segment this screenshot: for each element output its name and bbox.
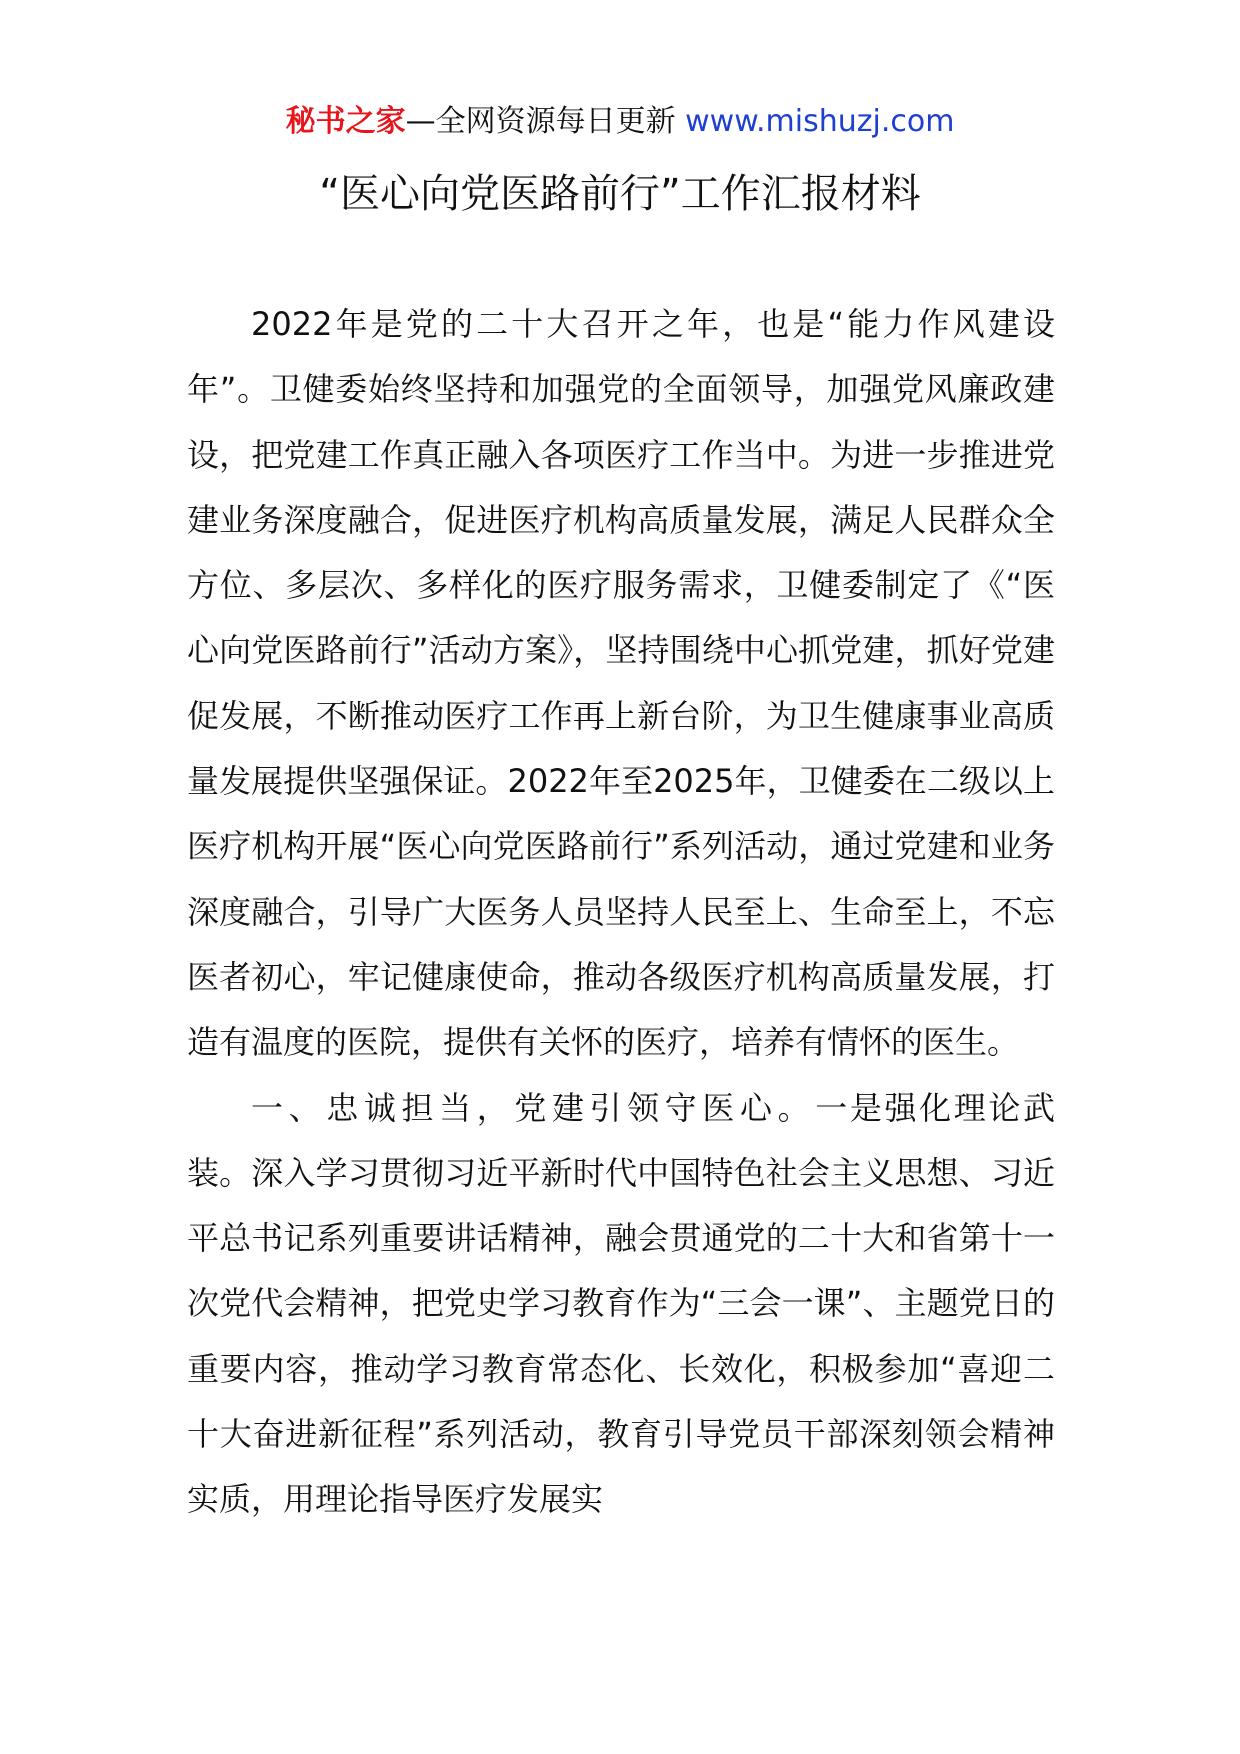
site-header — [0, 100, 1240, 144]
intro-paragraph: 2022年是党的二十大召开之年，也是“能力作风建设年”。卫健委始终坚持和加强党的全面领导，加强党风廉政建设，把党建工作真正融入各项医疗工作当中。为进一步推进党建业务深度融合，促进医疗机构高质量发展，满足人民群众全方位、多层次、多样化的医疗服务需求，卫健委制定了《“医心向党医路前行”活动方案》，坚持围绕中心抓党建，抓好党建促发展，不断推动医疗工作再上新台阶，为卫生健康事业高质量发展提供坚强保证。2022年至2025年，卫健委在二级以上医疗机构开展“医心向党医路前行”系列活动，通过党建和业务深度融合，引导广大医务人员坚持人民至上、生命至上，不忘医者初心，牢记健康使命，推动各级医疗机构高质量发展，打造有温度的医院，提供有关怀的医疗，培养有情怀的医生。 — [187, 305, 1055, 1062]
document-title: “医心向党医路前行”工作汇报材料 — [319, 171, 921, 217]
section-1-text: 一是强化理论武装。深入学习贯彻习近平新时代中国特色社会主义思想、习近平总书记系列重要讲话精神，融会贯通党的二十大和省第十一次党代会精神，把党史学习教育作为“三会一课”、主题党日的重要内容，推动学习教育常态化、长效化，积极参加“喜迎二十大奋进新征程”系列活动，教育引导党员干部深刻领会精神实质，用理论指导医疗发展实 — [187, 1088, 1055, 1519]
site-url-link[interactable]: www.mishuzj.com — [685, 104, 955, 139]
document-body — [187, 292, 1055, 1533]
section-1-heading: 一、忠诚担当，党建引领守医心。 — [251, 1088, 816, 1127]
section-1-paragraph — [187, 1076, 1055, 1533]
site-name: 秘书之家 — [285, 104, 406, 139]
site-tagline: —全网资源每日更新 — [405, 104, 676, 139]
